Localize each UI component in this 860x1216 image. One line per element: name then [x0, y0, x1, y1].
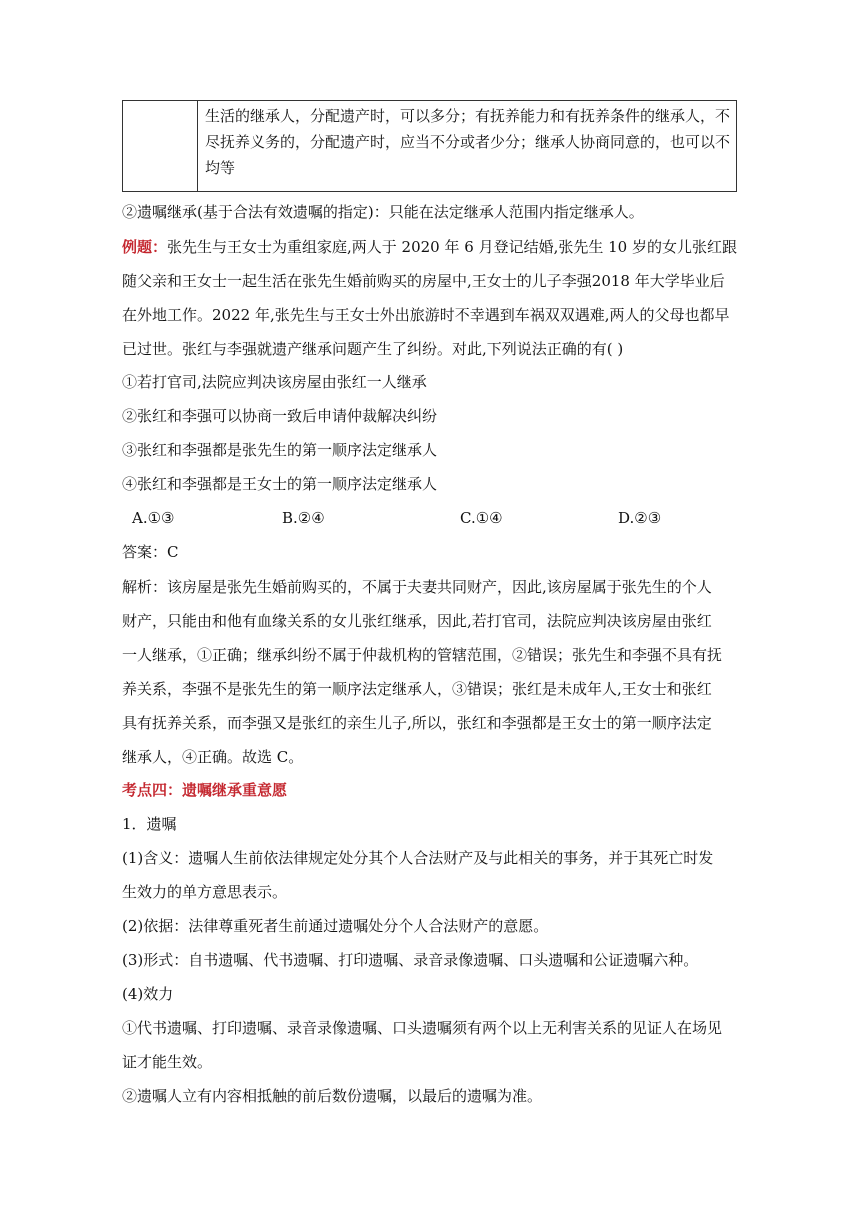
effect-1-line: 证才能生效。: [122, 1053, 213, 1071]
effect-title: (4)效力: [122, 985, 174, 1003]
forms-line: (3)形式：自书遗嘱、代书遗嘱、打印遗嘱、录音录像遗嘱、口头遗嘱和公证遗嘱六种。: [122, 951, 699, 969]
statement-4: ④张红和李强都是王女士的第一顺序法定继承人: [122, 475, 438, 493]
will-inheritance-note: ②遗嘱继承(基于合法有效遗嘱的指定)：只能在法定继承人范围内指定继承人。: [122, 203, 644, 221]
meaning-line: 生效力的单方意思表示。: [122, 883, 288, 901]
meaning-line: (1)含义：遗嘱人生前依法律规定处分其个人合法财产及与此相关的事务，并于其死亡时发: [122, 849, 714, 867]
option-b: B.②④: [282, 509, 325, 527]
table-content-cell: [205, 103, 731, 181]
table-line: 均等: [205, 159, 236, 177]
analysis-line: 养关系，李强不是张先生的第一顺序法定继承人，③错误；张红是未成年人,王女士和张红: [122, 680, 712, 698]
table-row-continuation: [122, 100, 737, 192]
example-line: 在外地工作。2022 年,张先生与王女士外出旅游时不幸遇到车祸双双遇难,两人的父母也都早: [122, 306, 730, 324]
section-heading: 考点四：遗嘱继承重意愿: [122, 781, 288, 799]
example-line: 随父亲和王女士一起生活在张先生婚前购买的房屋中,王女士的儿子李强2018 年大学毕业后: [122, 272, 725, 290]
effect-1-line: ①代书遗嘱、打印遗嘱、录音录像遗嘱、口头遗嘱须有两个以上无利害关系的见证人在场见: [122, 1019, 723, 1037]
analysis-line: 具有抚养关系，而李强又是张红的亲生儿子,所以，张红和李强都是王女士的第一顺序法定: [122, 714, 712, 732]
analysis-line: 解析：该房屋是张先生婚前购买的，不属于夫妻共同财产，因此,该房屋属于张先生的个人: [122, 578, 712, 596]
answer: 答案：C: [122, 543, 179, 561]
statement-1: ①若打官司,法院应判决该房屋由张红一人继承: [122, 373, 427, 391]
example-label: 例题：: [122, 238, 168, 256]
analysis-line: 一人继承，①正确；继承纠纷不属于仲裁机构的管辖范围，②错误；张先生和李强不具有抚: [122, 646, 723, 664]
analysis-line: 财产，只能由和他有血缘关系的女儿张红继承，因此,若打官司，法院应判决该房屋由张红: [122, 612, 712, 630]
statement-2: ②张红和李强可以协商一致后申请仲裁解决纠纷: [122, 407, 438, 425]
statement-3: ③张红和李强都是张先生的第一顺序法定继承人: [122, 441, 438, 459]
item-1-title: 1．遗嘱: [122, 815, 177, 833]
example-text: 张先生与王女士为重组家庭,两人于 2020 年 6 月登记结婚,张先生 10 岁的女儿张红跟: [167, 238, 737, 256]
example-line: 已过世。张红与李强就遗产继承问题产生了纠纷。对此,下列说法正确的有( ): [122, 340, 624, 358]
option-c: C.①④: [460, 509, 503, 527]
table-line: 生活的继承人，分配遗产时，可以多分；有抚养能力和有抚养条件的继承人，不: [205, 107, 731, 125]
table-left-cell: [123, 101, 198, 191]
effect-2-line: ②遗嘱人立有内容相抵触的前后数份遗嘱，以最后的遗嘱为准。: [122, 1087, 543, 1105]
example-line: [122, 234, 737, 260]
basis-line: (2)依据：法律尊重死者生前通过遗嘱处分个人合法财产的意愿。: [122, 917, 549, 935]
table-line: 尽抚养义务的，分配遗产时，应当不分或者少分；继承人协商同意的，也可以不: [205, 133, 731, 151]
analysis-line: 继承人，④正确。故选 C。: [122, 748, 304, 766]
option-d: D.②③: [618, 509, 662, 527]
option-a: A.①③: [132, 509, 175, 527]
